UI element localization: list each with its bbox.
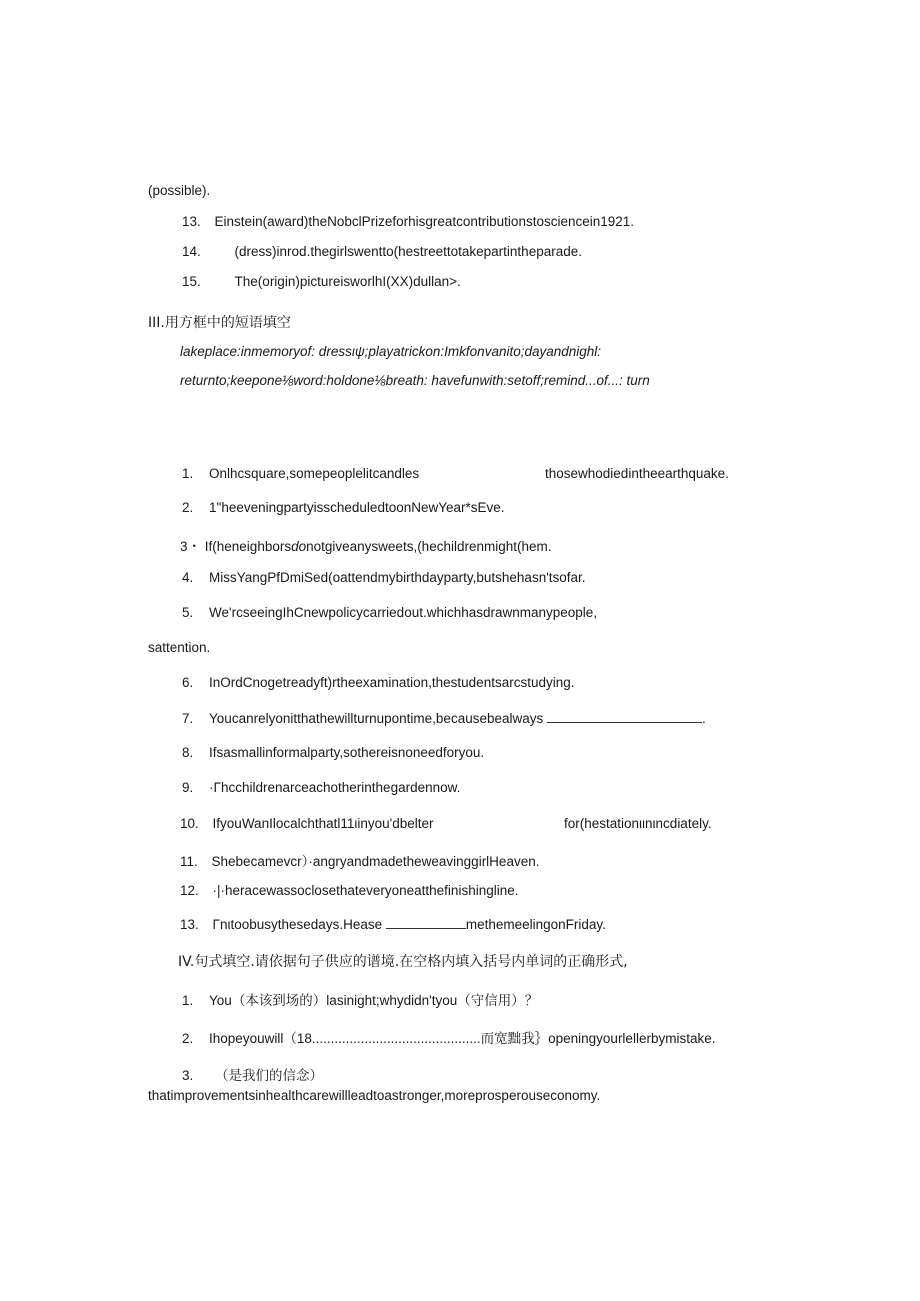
question-text: Einstein(award)theNobclPrizeforhisgreatcontributionstosciencein1921. <box>214 214 635 229</box>
item-number: 13. <box>180 917 199 932</box>
item-10 <box>180 816 434 831</box>
item-5-continuation: sattention. <box>148 640 211 655</box>
item-text: Γnιtoobusythesedays.Hease <box>212 917 383 932</box>
item-6 <box>182 675 575 690</box>
item-text: InOrdCnogetreadyft)rtheexamination,thestudentsarcstudying. <box>209 675 575 690</box>
question-number: 14. <box>182 244 201 259</box>
question-number: 13. <box>182 214 201 229</box>
question-text: (dress)inrod.thegirlswentto(hestreettotakepartintheparade. <box>234 244 582 259</box>
item-text-tail: methemeelingonFriday. <box>465 917 606 932</box>
question-text: The(origin)pictureisworlhI(XX)dullan>. <box>234 274 461 289</box>
question-13 <box>182 214 634 229</box>
item-text: （是我们的信念） <box>215 1068 324 1083</box>
item-number: 2. <box>182 1031 194 1046</box>
item-number: 10. <box>180 816 199 831</box>
item-number: 8. <box>182 745 194 760</box>
item-text: Onlhcsquare,somepeoplelitcandles <box>209 466 420 481</box>
sentence-3-continuation: thatimprovementsinhealthcarewillleadtoastronger,moreprosperouseconomy. <box>148 1088 601 1103</box>
phrase-box-line-1: lakeplace:inmemoryof: dressιψ;playatrickon:Imkfonvanito;dayandnighl: <box>180 344 602 359</box>
answer-blank[interactable] <box>386 916 466 929</box>
item-1 <box>182 466 419 481</box>
item-2 <box>182 500 505 515</box>
item-number: 1. <box>182 466 194 481</box>
item-number: 2. <box>182 500 194 515</box>
item-number: 3・ <box>180 539 202 554</box>
item-text: Youcanrelyonitthathewillturnupontime,becausebealways <box>209 711 544 726</box>
item-13 <box>180 916 606 932</box>
question-15 <box>182 274 461 289</box>
item-text: MissYangPfDmiSed(oattendmybirthdayparty,butshehasn'tsofar. <box>209 570 586 585</box>
item-5 <box>182 605 597 620</box>
item-8 <box>182 745 484 760</box>
item-12 <box>180 883 518 898</box>
item-text-tail: notgiveanysweets,(hechildrenmight(hem. <box>306 539 552 554</box>
item-4 <box>182 570 586 585</box>
phrase-box-line-2: returnto;keepone⅛word:holdone⅛breath: havefunwith:setoff;remind...of...: turn <box>180 373 650 388</box>
item-text: You（本该到场的）lasinight;whydidn'tyou（守信用）？ <box>209 993 539 1008</box>
item-text: IfyouWanIlocalchthatl11ιinyou'dbelter <box>212 816 434 831</box>
question-14 <box>182 244 582 259</box>
item-number: 11. <box>180 854 198 869</box>
item-text: Ihopeyouwill（18.............................................而宽黜我｝openingyourlellerbymistake. <box>209 1031 716 1046</box>
item-number: 12. <box>180 883 199 898</box>
item-number: 1. <box>182 993 194 1008</box>
item-11 <box>180 850 539 870</box>
item-text: We'rcseeingIhCnewpolicycarriedout.whichhasdrawnmanypeople, <box>209 605 598 620</box>
item-9 <box>182 780 460 795</box>
answer-blank[interactable] <box>547 710 702 723</box>
sentence-1 <box>182 989 538 1009</box>
item-number: 6. <box>182 675 194 690</box>
item-1-tail: thosewhodiedintheearthquake. <box>545 466 729 481</box>
question-number: 15. <box>182 274 201 289</box>
item-text: 1"heeveningpartyisscheduledtoonNewYear*sEve. <box>209 500 505 515</box>
item-10-tail: for(hestationιιnιncdiately. <box>564 816 712 831</box>
item-text: ·Γhcchildrenarceachotherinthegardennow. <box>209 780 461 795</box>
item-number: 7. <box>182 711 194 726</box>
item-end: . <box>702 711 706 726</box>
section-heading-iii: III.用方框中的短语填空 <box>148 315 291 331</box>
item-text: If(heneighbors <box>204 539 292 554</box>
item-emphasis: do <box>291 539 307 554</box>
item-text: ·|·heracewassoclosethateveryoneatthefinishingline. <box>212 883 519 898</box>
item-number: 4. <box>182 570 194 585</box>
item-number: 9. <box>182 780 194 795</box>
item-7 <box>182 710 706 726</box>
sentence-2 <box>182 1027 715 1047</box>
continuation-text: (possible). <box>148 183 211 198</box>
section-heading-iv: IV.句式填空.请依据句子供应的谱境.在空格内填入括号内单词的正确形式, <box>178 954 628 970</box>
item-number: 3. <box>182 1068 194 1083</box>
item-text: Shebecamevcr）·angryandmadetheweavinggirlHeaven. <box>211 854 540 869</box>
sentence-3 <box>182 1064 323 1084</box>
item-number: 5. <box>182 605 194 620</box>
item-3 <box>180 535 552 555</box>
item-text: Ifsasmallinformalparty,sothereisnoneedforyou. <box>209 745 485 760</box>
